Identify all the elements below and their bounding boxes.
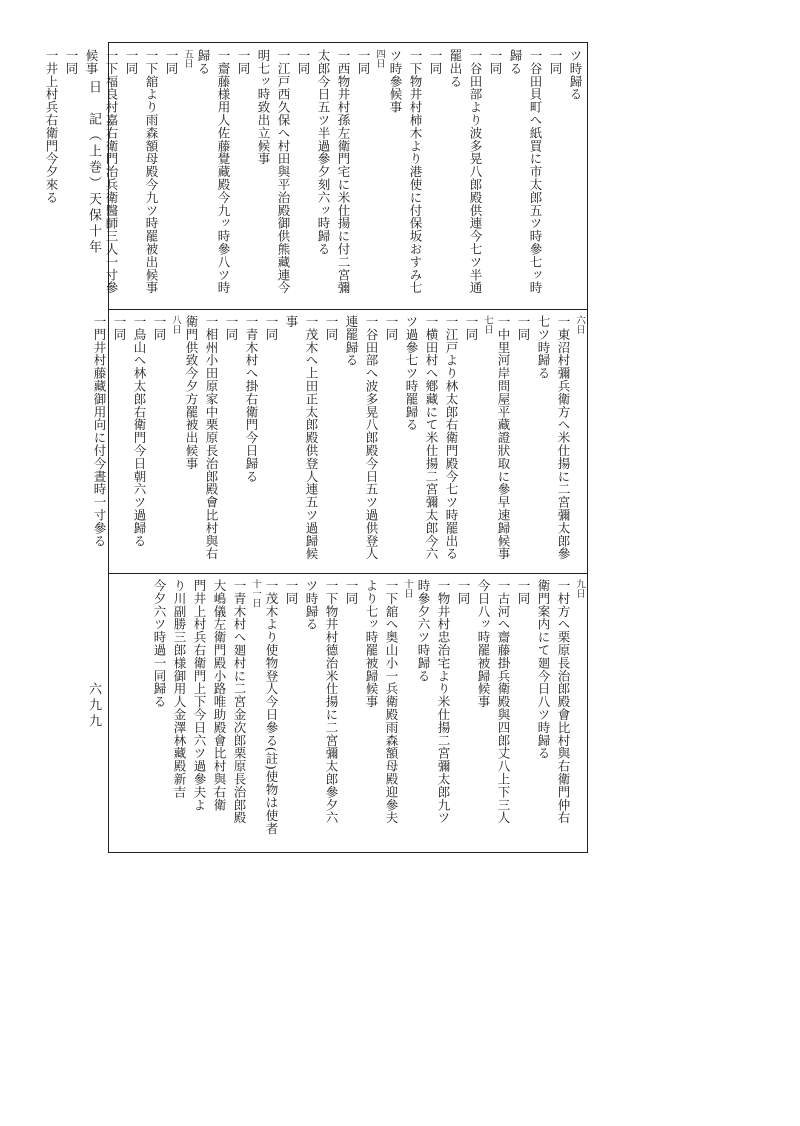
diary-band-middle bbox=[92, 315, 585, 565]
diary-entry bbox=[301, 579, 361, 847]
diary-entry bbox=[361, 579, 413, 847]
diary-entry bbox=[129, 315, 181, 565]
diary-entry bbox=[385, 49, 445, 301]
entry-line: 時參夕六ツ時歸る bbox=[416, 579, 431, 683]
entry-line: 一村方へ栗原長治郎殿會比村與右衛門仲右 bbox=[556, 579, 571, 825]
diary-entry bbox=[401, 315, 441, 565]
diary-entry bbox=[241, 315, 281, 565]
entry-line: 一谷田貝町へ紙買に市太郎五ツ時參七ッ時 bbox=[528, 49, 543, 295]
entry-line: 罷出る bbox=[448, 49, 463, 88]
diary-entry bbox=[445, 49, 505, 301]
diary-entry bbox=[281, 315, 341, 565]
entry-line: 一下物井村柿木より港使に付保坂おすみ七 bbox=[408, 49, 423, 295]
entry-line: 一同 bbox=[224, 315, 239, 341]
entry-line: 明七ッ時致出立候事 bbox=[256, 49, 271, 166]
entry-line: 一同 bbox=[464, 315, 479, 341]
diary-entry bbox=[341, 315, 401, 565]
entry-line: 一同 bbox=[456, 579, 471, 605]
entry-line: 太郎今日五ツ半過參夕刻六ッ時歸る bbox=[316, 49, 331, 256]
diary-entry bbox=[413, 579, 473, 847]
diary-entry bbox=[505, 49, 565, 301]
entry-line: ツ過參七ツ時罷歸る bbox=[404, 315, 419, 432]
entry-line: 一谷田部より波多晃八郎殿供連今七ツ半通 bbox=[468, 49, 483, 295]
diary-entry bbox=[141, 49, 193, 301]
diary-entry bbox=[253, 49, 313, 301]
entry-line: 一横田村へ鄕藏にて米仕揚二宮彌太郎今六 bbox=[424, 315, 439, 561]
entry-line: 一茂木へ上田正太郎殿供登人連五ツ過歸候 bbox=[304, 315, 319, 561]
entry-line: 一同 bbox=[516, 315, 531, 341]
entry-line: 一青木村へ掛右衛門今日歸る bbox=[244, 315, 259, 483]
diary-entry bbox=[41, 49, 81, 301]
page-number: 六九九 bbox=[86, 682, 101, 730]
entry-line: 一同 bbox=[164, 49, 179, 75]
entry-date: 五日 bbox=[182, 49, 193, 68]
entry-line: 一同 bbox=[152, 315, 167, 341]
entry-line: 一門井村藤藏御用向に付今晝時一寸參る bbox=[92, 315, 107, 548]
entry-line: 一齋藤様用人佐藤覺藏殿今九ッ時參八ツ時 bbox=[216, 49, 231, 295]
entry-line: 一下物井村德治米仕揚に二宮彌太郎參夕六 bbox=[324, 579, 339, 825]
entry-line: 今夕六ツ時過一同歸る bbox=[152, 579, 167, 708]
entry-line: 事 bbox=[284, 315, 299, 328]
diary-entry bbox=[89, 315, 129, 565]
entry-line: 一中里河岸問屋平藏證狀取に參早速歸候事 bbox=[496, 315, 511, 561]
entry-line: 衛門供致今夕方罷被出候事 bbox=[184, 315, 199, 470]
entry-line: 一同 bbox=[516, 579, 531, 605]
entry-line: 一下福良村嘉右衛門治兵衛醫師三人一寸參 bbox=[104, 49, 119, 295]
entry-line: ツ時參候事 bbox=[388, 49, 403, 114]
entry-line: 一西物井村孫左衛門宅に米仕揚に付二宮彌 bbox=[336, 49, 351, 295]
entry-line: 一青木村へ廻村に二宮金次郎栗原長治郎殿 bbox=[232, 579, 247, 825]
diary-entry bbox=[149, 579, 261, 847]
entry-date: 六日 bbox=[574, 315, 585, 334]
entry-line: 一茂木より使物登人今日參る(註)使物は使者 bbox=[264, 579, 279, 835]
entry-date: 十一日 bbox=[250, 579, 261, 608]
entry-line: 一同 bbox=[356, 49, 371, 75]
entry-line: 一古河へ齋藤掛兵衛殿與四郎丈八上下三人 bbox=[496, 579, 511, 825]
diary-entry bbox=[81, 49, 141, 301]
diary-entry bbox=[533, 315, 585, 565]
entry-line: 一谷田部へ波多晃八郎殿今日五ツ過供登人 bbox=[364, 315, 379, 561]
entry-date: 七日 bbox=[482, 315, 493, 334]
entry-date: 九日 bbox=[574, 579, 585, 598]
diary-band-bottom bbox=[113, 579, 585, 847]
entry-date: 四日 bbox=[374, 49, 385, 68]
entry-line: ツ時歸る bbox=[568, 49, 583, 101]
entry-line: り川副勝三郎様御用人金澤林藏殿新吉 bbox=[172, 579, 187, 799]
band-divider bbox=[109, 573, 587, 574]
diary-entry bbox=[441, 315, 493, 565]
entry-line: 一同 bbox=[324, 315, 339, 341]
entry-line: 一鳥山へ林太郎右衛門今日朝六ツ過歸る bbox=[132, 315, 147, 548]
entry-line: 一下舘より雨森額母殿今九ツ時罷被出候事 bbox=[144, 49, 159, 295]
entry-line: 一同 bbox=[124, 49, 139, 75]
entry-line: 候事 bbox=[84, 49, 99, 75]
entry-line: 歸る bbox=[508, 49, 523, 75]
entry-line: ツ時歸る bbox=[304, 579, 319, 631]
entry-line: 一同 bbox=[384, 315, 399, 341]
entry-line: より七ッ時罷被歸候事 bbox=[364, 579, 379, 708]
diary-entry bbox=[181, 315, 241, 565]
entry-line: 一同 bbox=[296, 49, 311, 75]
entry-line: 七ツ時歸る bbox=[536, 315, 551, 380]
diary-entry bbox=[533, 579, 585, 847]
diary-entry bbox=[493, 315, 533, 565]
entry-line: 一下舘へ奥山小一兵衛殿雨森額母殿迎參夫 bbox=[384, 579, 399, 825]
entry-line: 一同 bbox=[488, 49, 503, 75]
entry-line: 一同 bbox=[284, 579, 299, 605]
entry-line: 一同 bbox=[64, 49, 79, 75]
entry-date: 八日 bbox=[170, 315, 181, 334]
band-divider bbox=[109, 309, 587, 310]
diary-entry bbox=[193, 49, 253, 301]
entry-line: 一同 bbox=[548, 49, 563, 75]
entry-line: 一江戸より林太郎右衛門殿今七ツ時罷出る bbox=[444, 315, 459, 561]
entry-line: 一同 bbox=[344, 579, 359, 605]
diary-entry bbox=[473, 579, 533, 847]
entry-line: 一同 bbox=[264, 315, 279, 341]
entry-date: 十日 bbox=[402, 579, 413, 598]
diary-entry bbox=[313, 49, 385, 301]
diary-entry bbox=[565, 49, 585, 301]
entry-line: 一同 bbox=[236, 49, 251, 75]
entry-line: 大嶋儀左衛門殿小路唯助殿會比村與右衛 bbox=[212, 579, 227, 812]
entry-line: 一同 bbox=[428, 49, 443, 75]
entry-line: 一江戸西久保へ村田與平治殿御供熊藏連今 bbox=[276, 49, 291, 295]
entry-line: 衛門案内にて廻今日八ツ時歸る bbox=[536, 579, 551, 760]
entry-line: 一井上村兵右衛門今夕來る bbox=[44, 49, 59, 204]
entry-line: 今日八ッ時罷被歸候事 bbox=[476, 579, 491, 708]
diary-entry bbox=[261, 579, 301, 847]
entry-line: 一物井村忠治宅より米仕揚二宮彌太郎九ツ bbox=[436, 579, 451, 825]
entry-line: 一同 bbox=[112, 315, 127, 341]
entry-line: 連罷歸る bbox=[344, 315, 359, 367]
entry-line: 門井上村兵右衛門上下今日六ツ過參夫よ bbox=[192, 579, 207, 812]
entry-line: 一東沼村彌兵衛方へ米仕揚に二宮彌太郎參 bbox=[556, 315, 571, 561]
running-header-title: 日 記（上巻）天保十年 bbox=[86, 80, 101, 256]
entry-line: 歸る bbox=[196, 49, 211, 75]
entry-line: 一相州小田原家中栗原長治郎殿會比村與右 bbox=[204, 315, 219, 561]
